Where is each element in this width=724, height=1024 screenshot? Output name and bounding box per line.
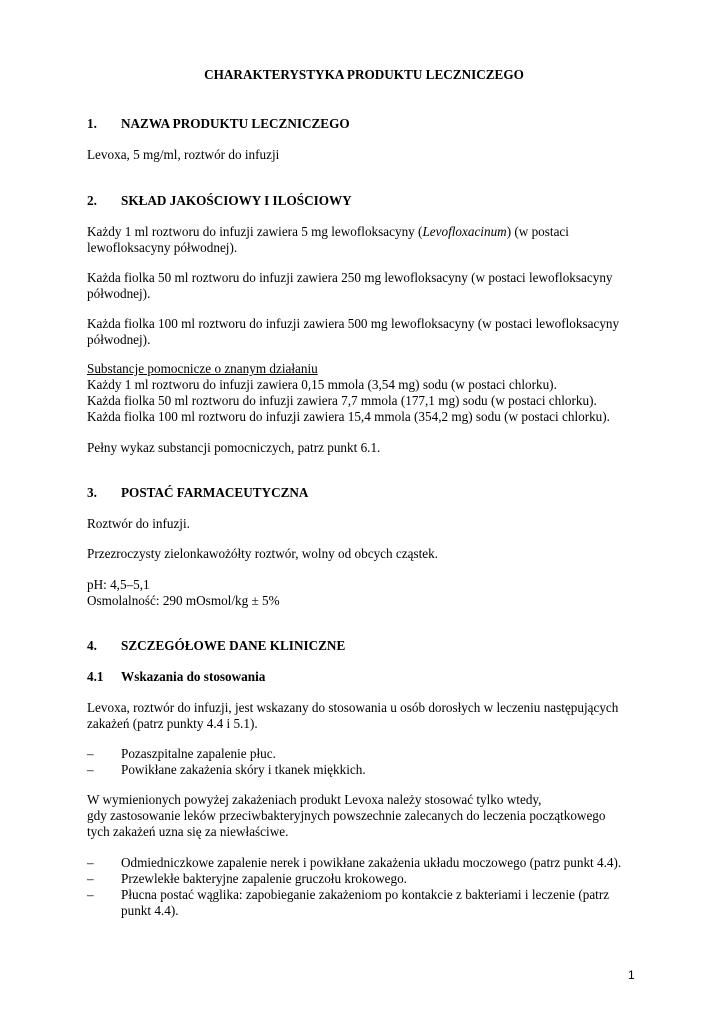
list-item: [87, 762, 647, 778]
section-title: SZCZEGÓŁOWE DANE KLINICZNE: [121, 638, 346, 653]
text-line: Każda fiolka 100 ml roztworu do infuzji zawiera 500 mg lewofloksacyny (w postaci lewofloksacyny: [87, 316, 620, 331]
excipients-heading: Substancje pomocnicze o znanym działaniu: [87, 361, 318, 376]
text-line: Każdy 1 ml roztworu do infuzji zawiera 0,15 mmola (3,54 mg) sodu (w postaci chlorku).: [87, 377, 557, 392]
subsection-title: Wskazania do stosowania: [121, 669, 266, 684]
list-item: [87, 746, 647, 762]
list-item: [87, 871, 647, 887]
page-number: 1: [628, 968, 635, 982]
section-4-heading: [87, 638, 647, 654]
list-item-text: Przewlekłe bakteryjne zapalenie gruczołu krokowego.: [121, 871, 407, 886]
section-1-heading: [87, 116, 647, 132]
text-line: Każda fiolka 50 ml roztworu do infuzji zawiera 250 mg lewofloksacyny (w postaci lewofloksacyny: [87, 270, 613, 285]
composition-paragraph-2: [87, 270, 647, 302]
text-line: lewofloksacyny półwodnej).: [87, 240, 238, 255]
text-segment: ) (w postaci: [506, 224, 569, 239]
dash-bullet: –: [87, 762, 94, 777]
latin-name: Levofloxacinum: [422, 224, 507, 239]
indications-intro: [87, 700, 647, 732]
list-item: [87, 855, 647, 871]
product-name: Levoxa, 5 mg/ml, roztwór do infuzji: [87, 147, 280, 162]
osmolality-value: Osmolalność: 290 mOsmol/kg ± 5%: [87, 593, 280, 608]
text-line: półwodnej).: [87, 286, 151, 301]
section-title: NAZWA PRODUKTU LECZNICZEGO: [121, 116, 350, 131]
text-line: gdy zastosowanie leków przeciwbakteryjnych powszechnie zalecanych do leczenia początkowego: [87, 808, 606, 823]
indications-list-1: [87, 746, 647, 778]
text-line: półwodnej).: [87, 332, 151, 347]
section-2-heading: [87, 193, 647, 209]
text-line: W wymienionych powyżej zakażeniach produkt Levoxa należy stosować tylko wtedy,: [87, 792, 542, 807]
document-title: CHARAKTERYSTYKA PRODUKTU LECZNICZEGO: [204, 67, 524, 82]
section-number: 3.: [87, 485, 97, 500]
list-item-text: Pozaszpitalne zapalenie płuc.: [121, 746, 276, 761]
text-line: zakażeń (patrz punkty 4.4 i 5.1).: [87, 716, 258, 731]
text-segment: Każdy 1 ml roztworu do infuzji zawiera 5 mg lewofloksacyny (: [87, 224, 423, 239]
appearance-description: Przezroczysty zielonkawożółty roztwór, wolny od obcych cząstek.: [87, 546, 439, 561]
section-number: 4.: [87, 638, 97, 653]
section-number: 1.: [87, 116, 97, 131]
text-line: Levoxa, roztwór do infuzji, jest wskazany do stosowania u osób dorosłych w leczeniu następujących: [87, 700, 619, 715]
dash-bullet: –: [87, 746, 94, 761]
composition-paragraph-3: [87, 316, 647, 348]
list-item-text: Płucna postać wąglika: zapobieganie zakażeniom po kontakcie z bakteriami i leczenie (patrz: [121, 887, 610, 902]
subsection-number: 4.1: [87, 669, 104, 684]
restriction-paragraph: [87, 792, 647, 840]
dash-bullet: –: [87, 871, 94, 886]
form-description: Roztwór do infuzji.: [87, 516, 190, 531]
ph-value: pH: 4,5–5,1: [87, 577, 150, 592]
full-excipients-list-note: Pełny wykaz substancji pomocniczych, patrz punkt 6.1.: [87, 440, 381, 455]
text-line: Każda fiolka 100 ml roztworu do infuzji zawiera 15,4 mmola (354,2 mg) sodu (w postaci chlorku).: [87, 409, 610, 424]
section-number: 2.: [87, 193, 97, 208]
section-title: SKŁAD JAKOŚCIOWY I ILOŚCIOWY: [121, 193, 352, 208]
text-line: Każda fiolka 50 ml roztworu do infuzji zawiera 7,7 mmola (177,1 mg) sodu (w postaci chlorku).: [87, 393, 597, 408]
indications-list-2: [87, 855, 647, 919]
list-item-text: Powikłane zakażenia skóry i tkanek miękkich.: [121, 762, 366, 777]
dash-bullet: –: [87, 855, 94, 870]
list-item-continuation: [87, 903, 647, 919]
section-3-heading: [87, 485, 647, 501]
section-title: POSTAĆ FARMACEUTYCZNA: [121, 485, 309, 500]
excipients-block: [87, 361, 647, 425]
subsection-4-1-heading: [87, 669, 647, 685]
dash-bullet: –: [87, 887, 94, 902]
physical-properties: [87, 577, 647, 609]
composition-paragraph-1: [87, 224, 647, 256]
list-item-text: Odmiedniczkowe zapalenie nerek i powikłane zakażenia układu moczowego (patrz punkt 4.4).: [121, 855, 622, 870]
text-line: tych zakażeń uzna się za niewłaściwe.: [87, 824, 289, 839]
list-item: [87, 887, 647, 903]
list-item-text: punkt 4.4).: [121, 903, 179, 918]
